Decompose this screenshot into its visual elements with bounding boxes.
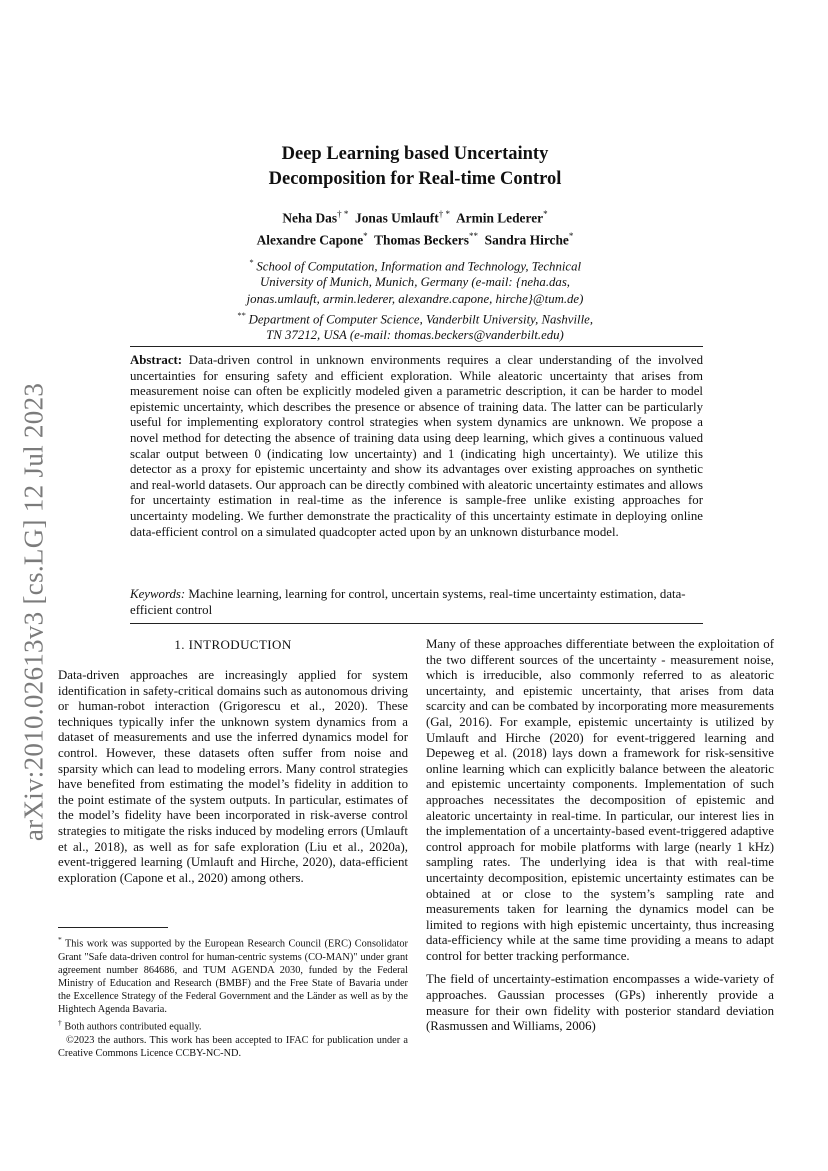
footnotes — [58, 933, 408, 1060]
intro-paragraph-3: The field of uncertainty-estimation encompasses a wide-variety of approaches. Gaussian processes (GPs) inherently provide a measure for their own fidelity with posterior standard deviation (Rasmussen and Williams, 2006) — [426, 972, 774, 1034]
affiliation-1-mark: * — [248, 257, 254, 267]
title-line-2: Decomposition for Real-time Control — [268, 169, 562, 189]
author-name: Thomas Beckers — [374, 232, 469, 248]
abstract-text: Data-driven control in unknown environments requires a clear understanding of the involved uncertainties for ensuring safety and efficient exploration. While aleatoric uncertainty that arises from measurement noise can often be explicitly modeled given a parametric description, it can be harder to model epistemic uncertainty, which describes the presence or absence of training data. The latter can be particularly useful for implementing exploratory control strategies when system dynamics are unknown. We propose a novel method for detecting the absence of training data using deep learning, which gives a continuous valued scalar output between 0 (indicating low uncertainty) and 1 (indicating high uncertainty). We utilize this detector as a proxy for epistemic uncertainty and show its advantages over existing approaches on synthetic and real-world datasets. Our approach can be directly combined with aleatoric uncertainty estimates and allows for uncertainty estimation in real-time as the inference is sample-free unlike existing approaches for uncertainty modeling. We further demonstrate the practicality of this uncertainty estimate in deploying online data-efficient control on a simulated quadcopter acted upon by an unknown disturbance model. — [130, 353, 703, 539]
footnote-1-mark: * — [58, 935, 62, 944]
keywords-text: Machine learning, learning for control, uncertain systems, real-time uncertainty estimation, data-efficient control — [130, 587, 686, 617]
abstract — [130, 353, 703, 540]
keywords-bottom-rule — [130, 623, 703, 624]
author-marks: † * — [337, 209, 349, 219]
affiliation-1-line-3: jonas.umlauft, armin.lederer, alexandre.capone, hirche}@tum.de) — [246, 291, 584, 306]
author-name: Sandra Hirche — [484, 232, 569, 248]
title-line-1: Deep Learning based Uncertainty — [281, 144, 549, 164]
author-line-2 — [130, 227, 700, 249]
footnote-2-mark: † — [58, 1017, 62, 1027]
author-name: Neha Das — [282, 210, 338, 226]
keywords — [130, 587, 703, 618]
author-marks: * — [363, 231, 368, 242]
affiliations — [130, 254, 700, 344]
author-name: Jonas Umlauft — [355, 210, 439, 226]
author-name: Armin Lederer — [455, 210, 544, 226]
affiliation-1-line-2: University of Munich, Munich, Germany (e-mail: {neha.das, — [259, 275, 571, 290]
author-list — [130, 205, 700, 250]
affiliation-2-text-1: Department of Computer Science, Vanderbilt University, Nashville, — [248, 312, 594, 327]
footnote-2 — [58, 1016, 408, 1034]
author-marks: ** — [468, 231, 478, 242]
footnote-3 — [58, 1034, 408, 1060]
affiliation-2-line-2: TN 37212, USA (e-mail: thomas.beckers@vanderbilt.edu) — [266, 328, 564, 343]
footnote-rule — [58, 927, 168, 928]
intro-paragraph-2: Many of these approaches differentiate between the exploitation of the two different sources of the uncertainty - measurement noise, which is irreducible, also commonly referred to as aleatoric uncertainty, and epistemic uncertainty, that arises from data scarcity and can be combated by incorporating more measurements (Gal, 2016). For example, epistemic uncertainty is utilized by Umlauft and Hirche (2020) for event-triggered learning and Depeweg et al. (2018) lays down a framework for risk-sensitive online learning which can explicitly balance between the aleatoric and epistemic uncertainty components. Implementation of such approaches necessitates the decomposition of epistemic and aleatoric uncertainty in real-time. In particular, our interest lies in the implementation of a uncertainty-based event-triggered adaptive control approach for mobile platforms with large (nearly 1 kHz) sampling rates. The underlying idea is that with real-time uncertainty decomposition, epistemic uncertainty estimates can be obtained at or close to the system’s sampling rate and measurements taken for learning the dynamics model can be limited to regions with high epistemic uncertainty, thus increasing data-efficiency while at the same time providing a means to adapt control for better tracking performance. — [426, 637, 774, 963]
section-heading-introduction: 1. INTRODUCTION — [174, 637, 292, 652]
author-marks: * — [543, 209, 548, 219]
keywords-label: Keywords: — [130, 587, 186, 601]
author-marks: * — [568, 231, 574, 242]
author-name: Alexandre Capone — [256, 232, 364, 248]
author-marks: † * — [438, 209, 450, 219]
abstract-label: Abstract: — [130, 353, 183, 367]
affiliation-1-line-1 — [130, 254, 700, 274]
intro-paragraph-1: Data-driven approaches are increasingly applied for system identification in safety-critical domains such as autonomous driving or human-robot interaction (Grigorescu et al., 2020). These techniques typically infer the unknown system dynamics from a dataset of measurements and use the inferred dynamics model for control. However, these datasets often suffer from noise and sparsity which can lead to modeling errors. Many control strategies have benefited from estimating the model’s fidelity in addition to the point estimate of the system outputs. In particular, estimates of the model’s fidelity have been incorporated in risk-averse control strategies to mitigate the risks induced by modeling errors (Umlauft et al., 2018), as well as for safe exploration (Liu et al., 2020a), event-triggered learning (Umlauft and Hirche, 2020), data-efficient exploration (Capone et al., 2020) among others. — [58, 668, 408, 885]
footnote-3-text: ©2023 the authors. This work has been accepted to IFAC for publication under a Creative Commons Licence CCBY-NC-ND. — [58, 1034, 408, 1059]
affiliation-1-text-1: School of Computation, Information and Technology, Technical — [256, 259, 582, 274]
right-column — [426, 637, 774, 1035]
affiliation-2-line-1 — [130, 307, 700, 327]
footnote-1-text: This work was supported by the European Research Council (ERC) Consolidator Grant "Safe data-driven control for human-centric systems (CO-MAN)" under grant agreement number 864686, and TUM AGENDA 2030, funded by the Federal Ministry of Education and Research (BMBF) and the Free State of Bavaria under the Excellence Strategy of the Federal Government and the Länder as well as by the Hightech Agenda Bavaria. — [58, 938, 408, 1015]
paper-title — [130, 142, 700, 192]
left-column — [58, 668, 408, 886]
affiliation-2-mark: ** — [236, 309, 246, 320]
arxiv-stamp-text: arXiv:2010.02613v3 [cs.LG] 12 Jul 2023 — [18, 382, 49, 842]
arxiv-stamp — [14, 372, 54, 852]
footnote-2-text: Both authors contributed equally. — [64, 1021, 202, 1033]
footnote-1 — [58, 933, 408, 1016]
abstract-top-rule — [130, 346, 703, 347]
author-line-1 — [130, 205, 700, 227]
